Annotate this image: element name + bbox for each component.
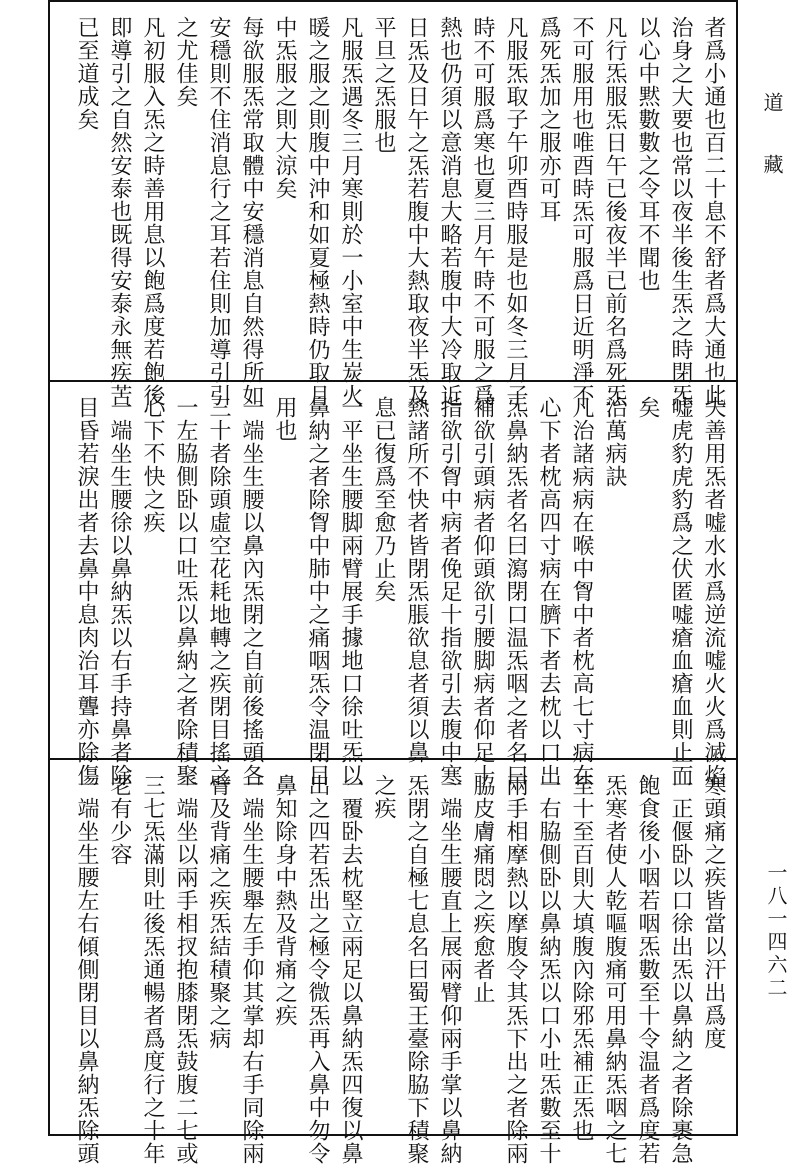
text-column: 夫善用炁者嘘水水爲逆流嘘火火爲滅焰 (701, 396, 726, 787)
text-column: 鼻納之者除胷中肺中之痛咽炁令温閉目 (305, 396, 330, 787)
text-column: 時不可服爲寒也夏三月午時不可服之爲 (470, 16, 495, 407)
text-column: 治萬病訣 (602, 396, 627, 488)
text-column: 凡初服入炁之時善用息以飽爲度若飽後 (140, 16, 165, 407)
text-column: 嘘虎豹虎豹爲之伏匿嘘瘡血瘡血則止而 (668, 396, 693, 787)
text-column: 一覆卧去枕堅立兩足以鼻納炁四復以鼻 (338, 774, 363, 1165)
text-column: 以心中黙數數之令耳不聞也 (635, 16, 660, 292)
text-column: 息已復爲至愈乃止矣 (371, 396, 396, 603)
text-column: 一正偃卧以口徐出炁以鼻納之者除裹急 (668, 774, 693, 1165)
text-column: 寒頭痛之疾皆當以汗出爲度 (701, 774, 726, 1050)
text-column: 已至道成矣 (74, 16, 99, 131)
text-column: 安穩則不住消息行之耳若住則加導引引 (206, 16, 231, 407)
text-column: 脇皮膚痛悶之疾愈者止 (470, 774, 495, 1004)
text-column: 即導引之自然安泰也既得安泰永無疾苦 (107, 16, 132, 407)
text-column: 每欲服炁常取體中安穩消息自然得所如 (239, 16, 264, 407)
text-column: 中炁服之則大涼矣 (272, 16, 297, 200)
text-column: 炁閉之自極七息名曰蜀王臺除脇下積聚 (404, 774, 429, 1165)
text-column: 三十者除頭虛空花耗地轉之疾閉目搖之 (206, 396, 231, 787)
text-column: 臂及背痛之疾炁結積聚之病 (206, 774, 231, 1050)
text-column: 一右脇側卧以鼻納炁以口小吐炁數至十 (536, 774, 561, 1165)
book-title-margin: 道藏 (760, 92, 784, 216)
text-column: 用也 (272, 396, 297, 442)
page-number: 一八一四六二 (764, 862, 788, 1000)
text-column: 三七炁滿則吐後炁通暢者爲度行之十年 (140, 774, 165, 1165)
text-column: 補欲引頭病者仰頭欲引腰脚病者仰足十 (470, 396, 495, 787)
text-column: 一端坐以兩手相扠抱膝閉炁鼓腹二七或 (173, 774, 198, 1165)
text-column: 凡行炁服炁日午已後夜半已前名爲死炁 (602, 16, 627, 407)
text-column: 炁鼻納炁者名曰瀉閉口温炁咽之者名曰 (503, 396, 528, 787)
text-column: 凡服炁取子午卯酉時服是也如冬三月子 (503, 16, 528, 407)
text-column: 至十至百則大填腹內除邪炁補正炁也 (569, 774, 594, 1142)
panel-middle (50, 382, 736, 787)
text-column: 爲死炁加之服亦可耳 (536, 16, 561, 223)
text-column: 飽食後小咽若咽炁數至十令温者爲度若 (635, 774, 660, 1165)
text-column: 日炁及日午之炁若腹中大熱取夜半炁及 (404, 16, 429, 407)
text-column: 凡治諸病病在喉中胷中者枕高七寸病在 (569, 396, 594, 787)
text-column: 治身之大要也常以夜半後生炁之時閉炁 (668, 16, 693, 407)
text-column: 一端坐生腰舉左手仰其掌却右手同除兩 (239, 774, 264, 1165)
text-column: 目昏若淚出者去鼻中息肉治耳聾亦除傷 (74, 396, 99, 787)
text-column: 熱也仍須以意消息大略若腹中大冷取近 (437, 16, 462, 407)
text-column: 凡服炁遇冬三月寒則於一小室中生炭火 (338, 16, 363, 407)
text-column: 一端坐生腰左右傾側閉目以鼻納炁除頭 (74, 774, 99, 1165)
text-column: 熱諸所不快者皆閉炁脹欲息者須以鼻 (404, 396, 429, 764)
text-column: 指欲引胷中病者俛足十指欲引去腹中寒 (437, 396, 462, 787)
text-column: 平旦之炁服也 (371, 16, 396, 154)
text-column: 一端坐生腰以鼻內炁閉之自前後搖頭各 (239, 396, 264, 787)
text-frame (48, 0, 738, 1165)
text-column: 出之四若炁出之極令微炁再入鼻中勿令 (305, 774, 330, 1165)
text-column: 一左脇側卧以口吐炁以鼻納之者除積聚 (173, 396, 198, 787)
text-column: 一端坐生腰直上展兩臂仰兩手掌以鼻納 (437, 774, 462, 1165)
text-column: 老有少容 (107, 774, 132, 866)
panel-top (50, 2, 736, 407)
text-column: 不可服用也唯酉時炁可服爲日近明淨不 (569, 16, 594, 407)
text-column: 心下者枕高四寸病在臍下者去枕以口出 (536, 396, 561, 787)
text-column: 暖之服之則腹中沖和如夏極熱時仍取月 (305, 16, 330, 407)
text-column: 之尤佳矣 (173, 16, 198, 108)
text-column: 炁寒者使人乾嘔腹痛可用鼻納炁咽之七 (602, 774, 627, 1165)
text-column: 一平坐生腰脚兩臂展手據地口徐吐炁以 (338, 396, 363, 787)
text-column: 矣 (635, 396, 660, 419)
text-column: 者爲小通也百二十息不舒者爲大通也此 (701, 16, 726, 407)
text-column: 兩手相摩熱以摩腹令其炁下出之者除兩 (503, 774, 528, 1165)
text-column: 一端坐生腰徐以鼻納炁以右手持鼻者除 (107, 396, 132, 787)
text-column: 之疾 (371, 774, 396, 820)
text-column: 鼻知除身中熱及背痛之疾 (272, 774, 297, 1027)
panel-bottom (50, 760, 736, 1165)
text-column: 心下不快之疾 (140, 396, 165, 534)
